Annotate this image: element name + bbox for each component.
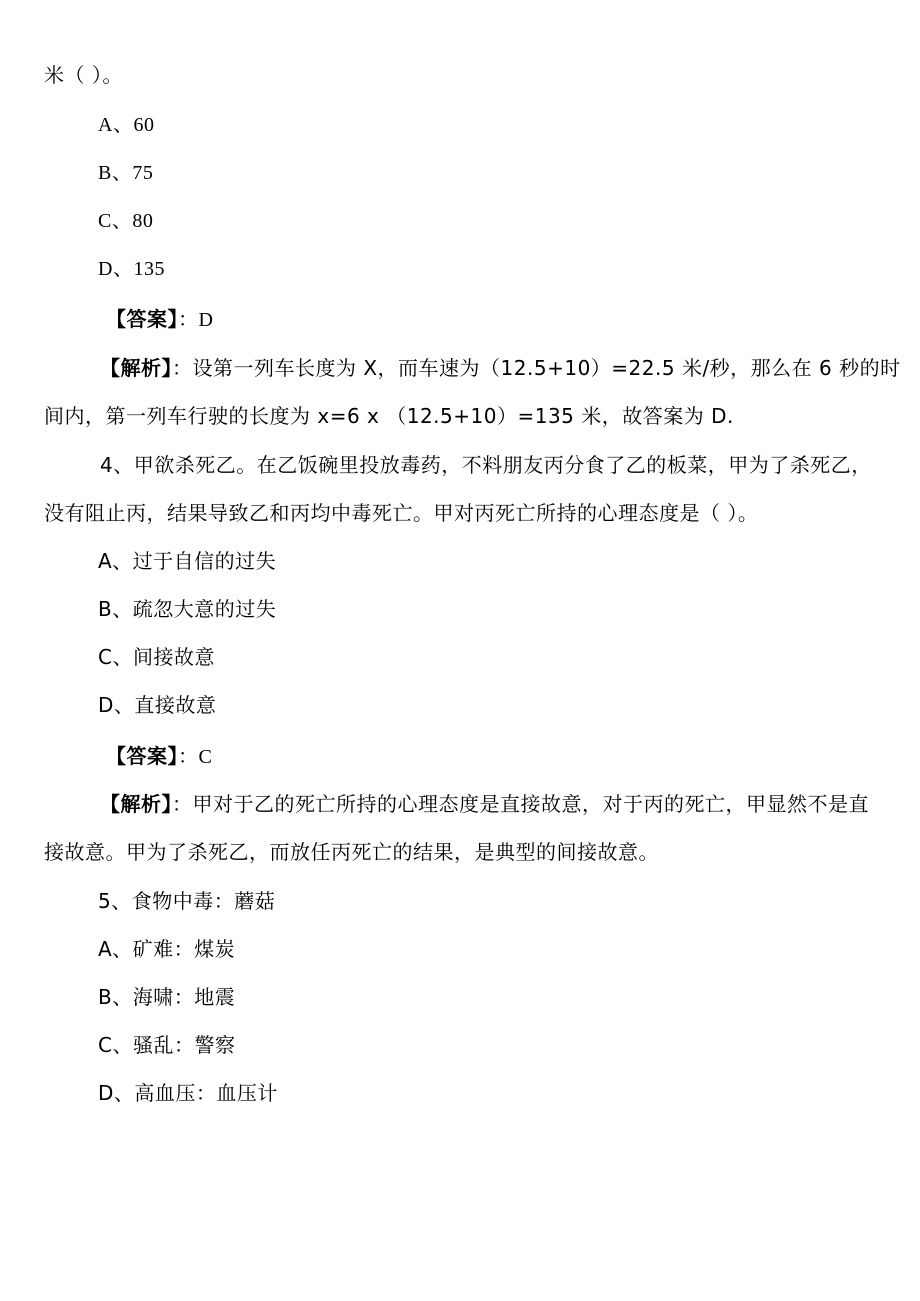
question-5-stem: 5、食物中毒：蘑菇	[98, 889, 276, 913]
question-3-analysis-line-2: 间内，第一列车行驶的长度为 x=6 x （12.5+10）=135 米，故答案为 D.	[44, 404, 734, 428]
question-4-option-b: B、疏忽大意的过失	[98, 597, 277, 621]
analysis-label: 【解析】	[100, 356, 172, 380]
analysis-label: 【解析】	[100, 792, 172, 816]
answer-label: 【答案】	[106, 307, 178, 331]
question-3-analysis-line-1	[100, 356, 901, 380]
question-3-stem-tail: 米（ ）。	[44, 63, 123, 87]
question-4-answer	[106, 744, 212, 769]
analysis-text: ：设第一列车长度为 X，而车速为（12.5+10）=22.5 米/秒，那么在 6 秒的时	[172, 356, 901, 380]
question-3-option-b: B、75	[98, 162, 154, 184]
question-4-analysis-line-2: 接故意。甲为了杀死乙，而放任丙死亡的结果，是典型的间接故意。	[44, 840, 659, 864]
question-5-option-b: B、海啸：地震	[98, 985, 236, 1009]
analysis-text: ：甲对于乙的死亡所持的心理态度是直接故意，对于丙的死亡，甲显然不是直	[172, 792, 869, 816]
answer-value: ：D	[178, 309, 214, 331]
question-4-stem-line-2: 没有阻止丙，结果导致乙和丙均中毒死亡。甲对丙死亡所持的心理态度是（ ）。	[44, 501, 759, 525]
question-3-option-a: A、60	[98, 114, 155, 136]
question-5-option-d: D、高血压：血压计	[98, 1081, 278, 1105]
question-4-option-c: C、间接故意	[98, 645, 215, 669]
question-4-analysis-line-1	[100, 792, 869, 816]
question-5-option-a: A、矿难：煤炭	[98, 937, 236, 961]
question-4-option-d: D、直接故意	[98, 693, 217, 717]
answer-label: 【答案】	[106, 744, 178, 768]
question-4-option-a: A、过于自信的过失	[98, 549, 277, 573]
question-3-answer	[106, 307, 213, 332]
answer-value: ：C	[178, 746, 213, 768]
question-4-stem-line-1: 4、甲欲杀死乙。在乙饭碗里投放毒药，不料朋友丙分食了乙的板菜，甲为了杀死乙，	[100, 453, 872, 477]
question-3-option-c: C、80	[98, 210, 154, 232]
question-5-option-c: C、骚乱：警察	[98, 1033, 236, 1057]
question-3-option-d: D、135	[98, 258, 165, 280]
